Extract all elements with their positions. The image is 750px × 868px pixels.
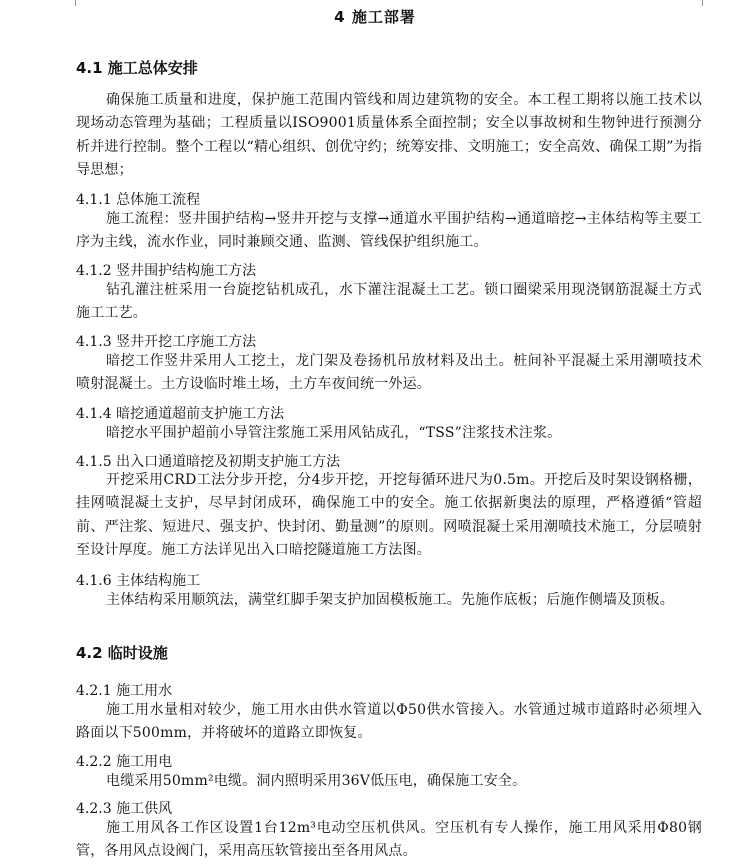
section-4-1-intro: 确保施工质量和进度，保护施工范围内管线和周边建筑物的安全。本工程工期将以施工技术以现场动态管理为基础；工程质量以ISO9001质量体系全面控制；安全以事故树和生物钟进行预测分析并进行控制。整个工程以“精心组织、创优守约；统筹安排、文明施工；安全高效、确保工期”为指导思想； [76,92,702,178]
subsection-heading-4-1-1: 4.1.1 总体施工流程 [76,192,201,208]
subsection-body-4-2-2: 电缆采用50mm²电缆。洞内照明采用36V低压电，确保施工安全。 [106,773,527,789]
subsection-heading-4-1-6: 4.1.6 主体结构施工 [76,573,201,589]
subsection-heading-4-2-2: 4.2.2 施工用电 [76,754,173,770]
subsection-body-4-1-4: 暗挖水平围护超前小导管注浆施工采用风钻成孔，“TSS”注浆技术注浆。 [106,425,562,441]
subsection-body-4-2-1: 施工用水量相对较少，施工用水由供水管道以Φ50供水管接入。水管通过城市道路时必须埋入路面以下500mm，并将破坏的道路立即恢复。 [76,702,702,742]
page-title: 4 施工部署 [334,8,416,26]
section-heading-4-1: 4.1 施工总体安排 [76,59,198,77]
subsection-body-4-1-3: 暗挖工作竖井采用人工挖土，龙门架及卷扬机吊放材料及出土。桩间补平混凝土采用潮喷技术喷射混凝土。土方设临时堆土场，土方车夜间统一外运。 [76,353,702,393]
section-heading-4-2: 4.2 临时设施 [76,644,168,662]
subsection-heading-4-1-5: 4.1.5 出入口通道暗挖及初期支护施工方法 [76,454,341,470]
subsection-body-4-1-6: 主体结构采用顺筑法，满堂红脚手架支护加固模板施工。先施作底板；后施作侧墙及顶板。 [106,592,674,608]
subsection-heading-4-1-4: 4.1.4 暗挖通道超前支护施工方法 [76,406,285,422]
subsection-heading-4-1-2: 4.1.2 竖井围护结构施工方法 [76,263,257,279]
subsection-heading-4-1-3: 4.1.3 竖井开挖工序施工方法 [76,334,257,350]
subsection-body-4-2-3: 施工用风各工作区设置1台12m³电动空压机供风。空压机有专人操作，施工用风采用Φ80钢管，各用风点设阀门，采用高压软管接出至各用风点。 [76,820,702,860]
subsection-body-4-1-5: 开挖采用CRD工法分步开挖，分4步开挖，开挖每循环进尺为0.5m。开挖后及时架设钢格栅，挂网喷混凝土支护，尽早封闭成环，确保施工中的安全。施工依据新奥法的原理，严格遵循“管超前、严注浆、短进尺、强支护、快封闭、勤量测”的原则。网喷混凝土采用潮喷技术施工，分层喷射至设计厚度。施工方法详见出入口暗挖隧道施工方法图。 [76,472,702,558]
subsection-heading-4-2-1: 4.2.1 施工用水 [76,683,173,699]
subsection-body-4-1-1: 施工流程：竖井围护结构→竖井开挖与支撑→通道水平围护结构→通道暗挖→主体结构等主要工序为主线，流水作业，同时兼顾交通、监测、管线保护组织施工。 [76,211,702,251]
subsection-body-4-1-2: 钻孔灌注桩采用一台旋挖钻机成孔，水下灌注混凝土工艺。锁口圈梁采用现浇钢筋混凝土方式施工工艺。 [76,282,702,322]
subsection-heading-4-2-3: 4.2.3 施工供风 [76,801,173,817]
